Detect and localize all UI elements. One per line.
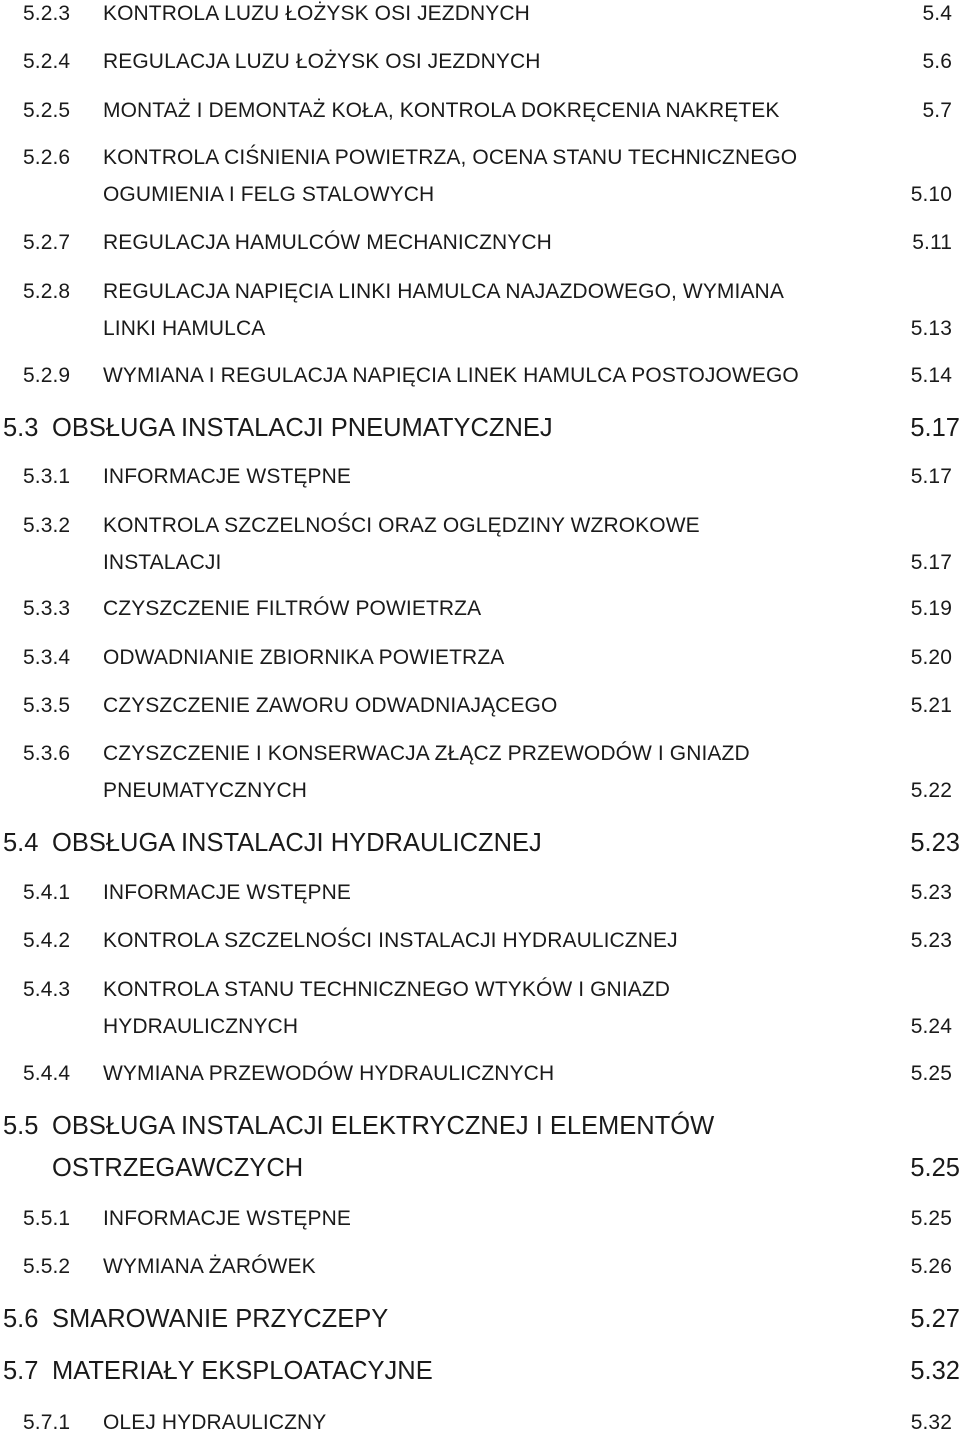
toc-entry-number: 5.2.6: [23, 146, 71, 169]
toc-entry-number: 5.3.1: [23, 465, 71, 488]
toc-entry-page-number: 5.25: [910, 1207, 952, 1230]
toc-entry-title-line: INFORMACJE WSTĘPNE: [103, 1207, 351, 1230]
toc-entry-page-number: 5.10: [910, 183, 952, 206]
toc-entry-number: 5.2.7: [23, 231, 71, 254]
toc-entry-number: 5.2.5: [23, 99, 71, 122]
toc-entry-title-line: REGULACJA HAMULCÓW MECHANICZNYCH: [103, 231, 552, 254]
toc-entry-title-line: WYMIANA ŻARÓWEK: [103, 1255, 316, 1278]
toc-entry-page-number: 5.19: [910, 597, 952, 620]
toc-entry-number: 5.2.9: [23, 364, 71, 387]
toc-entry-title-line: OBSŁUGA INSTALACJI ELEKTRYCZNEJ I ELEMENTÓW: [52, 1112, 715, 1140]
toc-entry-title-line: INFORMACJE WSTĘPNE: [103, 881, 351, 904]
toc-entry-title-line: CZYSZCZENIE FILTRÓW POWIETRZA: [103, 597, 482, 620]
toc-entry-title-line: WYMIANA PRZEWODÓW HYDRAULICZNYCH: [103, 1062, 555, 1085]
toc-entry-number: 5.5.1: [23, 1207, 71, 1230]
toc-entry-number: 5.7: [3, 1357, 39, 1385]
toc-entry-page-number: 5.25: [910, 1062, 952, 1085]
toc-entry-number: 5.2.4: [23, 50, 71, 73]
toc-entry-page-number: 5.23: [910, 881, 952, 904]
toc-entry-title-line: LINKI HAMULCA: [103, 317, 266, 340]
toc-entry-number: 5.3.4: [23, 646, 71, 669]
toc-entry-page-number: 5.11: [912, 231, 952, 254]
toc-entry-number: 5.4.4: [23, 1062, 71, 1085]
toc-entry-title-line: MONTAŻ I DEMONTAŻ KOŁA, KONTROLA DOKRĘCENIA NAKRĘTEK: [103, 99, 780, 122]
toc-entry-page-number: 5.6: [922, 50, 952, 73]
toc-entry-title-line: OBSŁUGA INSTALACJI PNEUMATYCZNEJ: [52, 414, 553, 442]
toc-entry-title-line: INFORMACJE WSTĘPNE: [103, 465, 351, 488]
toc-entry-title-line: KONTROLA SZCZELNOŚCI INSTALACJI HYDRAULICZNEJ: [103, 929, 678, 952]
toc-entry-title-line: REGULACJA NAPIĘCIA LINKI HAMULCA NAJAZDOWEGO, WYMIANA: [103, 280, 784, 303]
toc-entry-number: 5.7.1: [23, 1411, 71, 1434]
toc-entry-page-number: 5.13: [910, 317, 952, 340]
toc-entry-title-line: WYMIANA I REGULACJA NAPIĘCIA LINEK HAMULCA POSTOJOWEGO: [103, 364, 799, 387]
toc-entry-number: 5.3.6: [23, 742, 71, 765]
toc-entry-title-line: CZYSZCZENIE I KONSERWACJA ZŁĄCZ PRZEWODÓW I GNIAZD: [103, 742, 750, 765]
toc-entry-title-line: ODWADNIANIE ZBIORNIKA POWIETRZA: [103, 646, 505, 669]
toc-entry-number: 5.4: [3, 829, 39, 857]
toc-entry-number: 5.6: [3, 1305, 39, 1333]
toc-entry-title-line: OBSŁUGA INSTALACJI HYDRAULICZNEJ: [52, 829, 542, 857]
toc-entry-page-number: 5.20: [910, 646, 952, 669]
toc-entry-page-number: 5.17: [910, 465, 952, 488]
toc-entry-page-number: 5.7: [922, 99, 952, 122]
toc-entry-page-number: 5.23: [910, 929, 952, 952]
toc-entry-page-number: 5.14: [910, 364, 952, 387]
toc-entry-page-number: 5.22: [910, 779, 952, 802]
toc-entry-number: 5.3.3: [23, 597, 71, 620]
toc-entry-number: 5.3.2: [23, 514, 71, 537]
toc-entry-title-line: KONTROLA STANU TECHNICZNEGO WTYKÓW I GNIAZD: [103, 978, 671, 1001]
toc-entry-number: 5.4.2: [23, 929, 71, 952]
toc-entry-page-number: 5.25: [910, 1154, 960, 1182]
toc-entry-page-number: 5.17: [910, 551, 952, 574]
toc-entry-number: 5.4.1: [23, 881, 71, 904]
toc-entry-title-line: OLEJ HYDRAULICZNY: [103, 1411, 327, 1434]
toc-entry-number: 5.3: [3, 414, 39, 442]
toc-entry-number: 5.2.8: [23, 280, 71, 303]
toc-entry-page-number: 5.32: [910, 1411, 952, 1434]
toc-entry-page-number: 5.21: [910, 694, 952, 717]
toc-entry-page-number: 5.24: [910, 1015, 952, 1038]
toc-entry-number: 5.3.5: [23, 694, 71, 717]
toc-entry-title-line: KONTROLA LUZU ŁOŻYSK OSI JEZDNYCH: [103, 2, 530, 25]
toc-entry-number: 5.5: [3, 1112, 39, 1140]
toc-entry-title-line: CZYSZCZENIE ZAWORU ODWADNIAJĄCEGO: [103, 694, 558, 717]
toc-entry-title-line: KONTROLA SZCZELNOŚCI ORAZ OGLĘDZINY WZROKOWE: [103, 514, 700, 537]
toc-entry-title-line: HYDRAULICZNYCH: [103, 1015, 299, 1038]
toc-entry-page-number: 5.4: [922, 2, 952, 25]
toc-entry-title-line: OGUMIENIA I FELG STALOWYCH: [103, 183, 435, 206]
toc-entry-title-line: SMAROWANIE PRZYCZEPY: [52, 1305, 389, 1333]
toc-entry-title-line: MATERIAŁY EKSPLOATACYJNE: [52, 1357, 433, 1385]
toc-entry-page-number: 5.27: [910, 1305, 960, 1333]
toc-entry-number: 5.5.2: [23, 1255, 71, 1278]
toc-entry-title-line: OSTRZEGAWCZYCH: [52, 1154, 304, 1182]
toc-entry-page-number: 5.32: [910, 1357, 960, 1385]
toc-entry-page-number: 5.17: [910, 414, 960, 442]
toc-entry-title-line: KONTROLA CIŚNIENIA POWIETRZA, OCENA STANU TECHNICZNEGO: [103, 146, 798, 169]
toc-entry-page-number: 5.23: [910, 829, 960, 857]
toc-entry-title-line: INSTALACJI: [103, 551, 222, 574]
toc-entry-number: 5.4.3: [23, 978, 71, 1001]
toc-entry-title-line: PNEUMATYCZNYCH: [103, 779, 308, 802]
toc-entry-title-line: REGULACJA LUZU ŁOŻYSK OSI JEZDNYCH: [103, 50, 541, 73]
toc-entry-number: 5.2.3: [23, 2, 71, 25]
toc-entry-page-number: 5.26: [910, 1255, 952, 1278]
